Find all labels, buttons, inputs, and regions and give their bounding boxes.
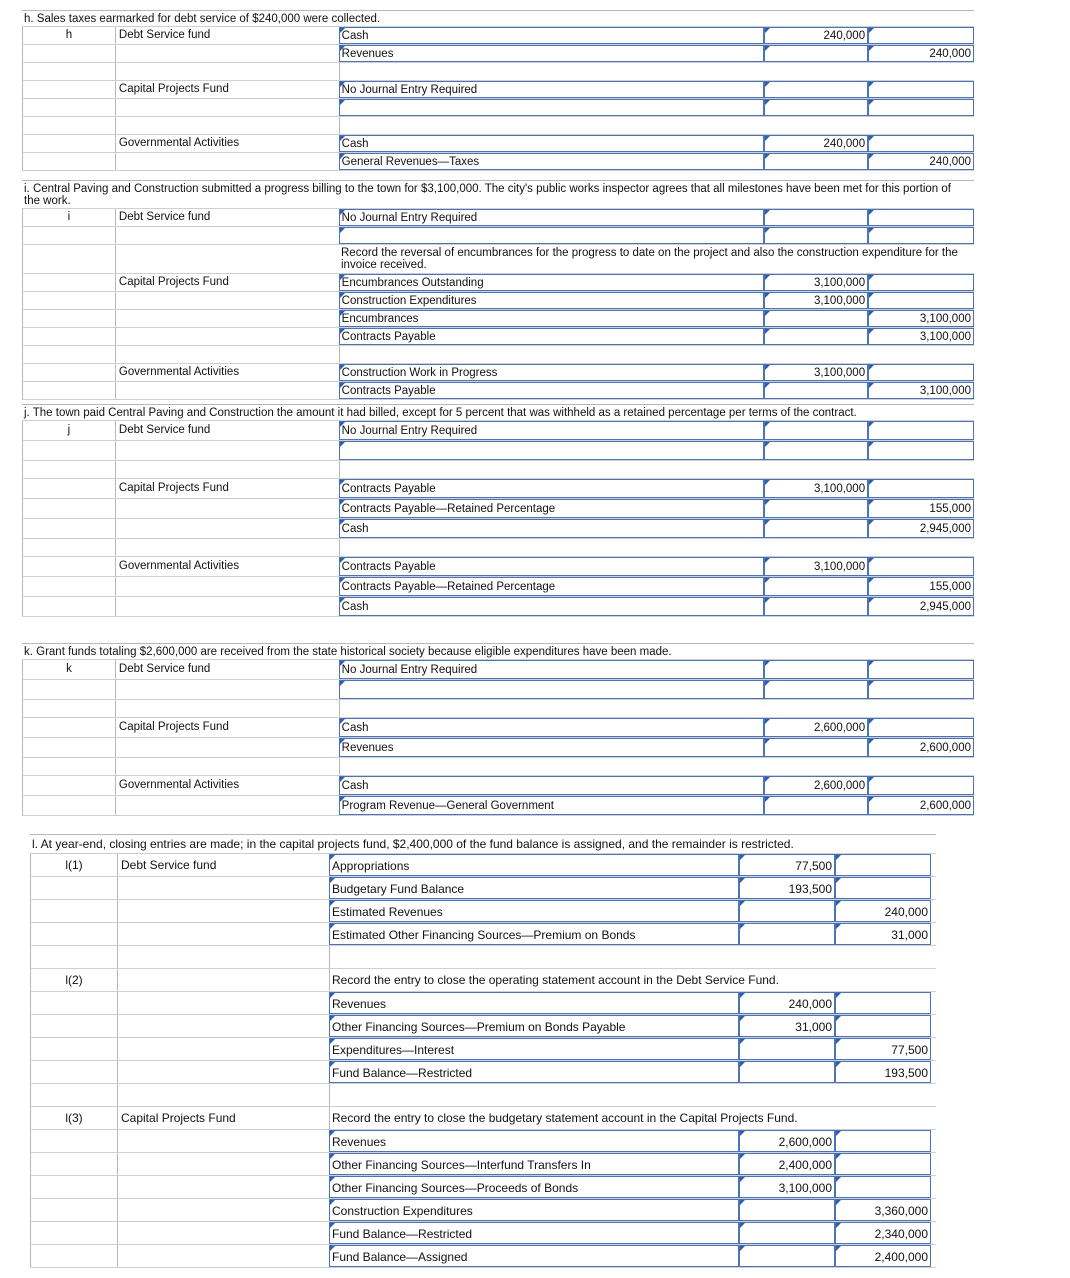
debit-input[interactable]: 3,100,000 (764, 274, 868, 291)
credit-input[interactable]: 155,000 (868, 577, 974, 596)
i-capital-projects (22, 274, 974, 346)
journal-row (22, 718, 974, 738)
credit-input[interactable]: 3,360,000 (835, 1199, 931, 1221)
journal-row (22, 776, 974, 796)
credit-input[interactable] (868, 209, 974, 226)
debit-input[interactable]: 240,000 (739, 992, 835, 1014)
account-dropdown[interactable]: Contracts Payable (339, 328, 765, 345)
entry-label (30, 1176, 117, 1198)
journal-row (22, 441, 974, 461)
debit-input[interactable] (764, 499, 868, 518)
credit-input[interactable] (868, 292, 974, 309)
debit-input[interactable] (764, 81, 868, 98)
credit-input[interactable]: 3,100,000 (868, 328, 974, 345)
account-dropdown[interactable]: Estimated Revenues (329, 900, 739, 922)
entry-label (22, 382, 115, 399)
fund-name (117, 1199, 329, 1221)
account-dropdown[interactable]: Contracts Payable (339, 479, 765, 498)
debit-input[interactable]: 2,400,000 (739, 1153, 835, 1175)
credit-input[interactable]: 2,400,000 (835, 1245, 931, 1267)
account-dropdown[interactable] (339, 441, 765, 460)
debit-input[interactable]: 3,100,000 (764, 479, 868, 498)
account-dropdown[interactable]: Fund Balance—Restricted (329, 1222, 739, 1244)
debit-input[interactable] (739, 1245, 835, 1267)
entry-label (30, 992, 117, 1014)
account-dropdown[interactable]: Program Revenue—General Government (339, 796, 765, 815)
credit-input[interactable] (868, 680, 974, 699)
fund-name: Capital Projects Fund (115, 479, 339, 498)
credit-input[interactable] (868, 274, 974, 291)
fund-name (115, 310, 339, 327)
entry-label (22, 99, 115, 116)
credit-input[interactable] (868, 27, 974, 44)
section-h-title: h. Sales taxes earmarked for debt service of $240,000 were collected. (22, 11, 974, 27)
i-note: Record the reversal of encumbrances for the progress to date on the project and also the construction expenditure for the invoice received. (341, 247, 958, 271)
debit-input[interactable] (764, 209, 868, 226)
section-i (22, 180, 974, 400)
debit-input[interactable] (739, 900, 835, 922)
l3-label: l(3) (30, 1107, 117, 1129)
debit-input[interactable]: 240,000 (764, 135, 868, 152)
journal-row (22, 209, 974, 227)
debit-input[interactable] (764, 328, 868, 345)
journal-row (30, 992, 936, 1015)
debit-input[interactable] (739, 923, 835, 945)
credit-input[interactable] (868, 479, 974, 498)
credit-input[interactable] (835, 877, 931, 899)
account-dropdown[interactable]: No Journal Entry Required (339, 81, 765, 98)
entry-label: h (22, 27, 115, 44)
debit-input[interactable] (764, 441, 868, 460)
debit-input[interactable] (764, 382, 868, 399)
account-dropdown[interactable] (339, 99, 765, 116)
journal-row (22, 27, 974, 45)
fund-name: Debt Service fund (115, 660, 339, 679)
k-debt-service (22, 660, 974, 700)
account-dropdown[interactable]: Cash (339, 519, 765, 538)
fund-name (117, 900, 329, 922)
debit-input[interactable]: 2,600,000 (739, 1130, 835, 1152)
l2-label: l(2) (30, 969, 117, 991)
entry-label (30, 1130, 117, 1152)
journal-row (30, 1199, 936, 1222)
debit-input[interactable]: 3,100,000 (764, 292, 868, 309)
fund-name (117, 1130, 329, 1152)
journal-row (22, 227, 974, 245)
debit-input[interactable]: 77,500 (739, 854, 835, 876)
entry-label (22, 364, 115, 381)
fund-name (115, 796, 339, 815)
account-dropdown[interactable]: Other Financing Sources—Interfund Transfers In (329, 1153, 739, 1175)
i-debt-service (22, 209, 974, 245)
credit-input[interactable] (835, 1153, 931, 1175)
journal-row (30, 1245, 936, 1268)
credit-input[interactable]: 240,000 (868, 45, 974, 62)
journal-row (22, 557, 974, 577)
entry-label (30, 1153, 117, 1175)
journal-row (30, 1061, 936, 1084)
entry-label (22, 45, 115, 62)
account-dropdown[interactable]: No Journal Entry Required (339, 421, 765, 440)
debit-input[interactable]: 31,000 (739, 1015, 835, 1037)
fund-name (115, 577, 339, 596)
fund-name (117, 1038, 329, 1060)
account-dropdown[interactable]: Cash (339, 776, 765, 795)
fund-name (115, 99, 339, 116)
l3-capital-projects (30, 1130, 936, 1268)
journal-row (22, 81, 974, 99)
account-dropdown[interactable]: Estimated Other Financing Sources—Premium on Bonds (329, 923, 739, 945)
account-dropdown[interactable]: Budgetary Fund Balance (329, 877, 739, 899)
debit-input[interactable] (764, 421, 868, 440)
entry-label (30, 1245, 117, 1267)
fund-name: Debt Service fund (115, 421, 339, 440)
journal-row (22, 680, 974, 700)
k-capital-projects (22, 718, 974, 758)
credit-input[interactable] (868, 99, 974, 116)
section-l-title: l. At year-end, closing entries are made; in the capital projects fund, $2,400,000 of the fund balance is assigned, and the remainder is restricted. (30, 835, 936, 854)
h-capital-projects (22, 81, 974, 117)
credit-input[interactable] (835, 992, 931, 1014)
journal-row (30, 1176, 936, 1199)
journal-row (22, 519, 974, 539)
account-dropdown[interactable]: Encumbrances Outstanding (339, 274, 765, 291)
journal-row (22, 597, 974, 617)
credit-input[interactable]: 2,340,000 (835, 1222, 931, 1244)
debit-input[interactable] (739, 1038, 835, 1060)
entry-label (22, 227, 115, 244)
account-dropdown[interactable]: Cash (339, 718, 765, 737)
credit-input[interactable] (868, 227, 974, 244)
debit-input[interactable] (739, 1199, 835, 1221)
journal-row (30, 1130, 936, 1153)
entry-label (30, 1199, 117, 1221)
fund-name (117, 923, 329, 945)
fund-name (117, 1222, 329, 1244)
journal-row (22, 577, 974, 597)
journal-row (22, 153, 974, 171)
l2-debt-service (30, 992, 936, 1084)
journal-row (30, 923, 936, 946)
debit-input[interactable] (764, 738, 868, 757)
entry-label (30, 923, 117, 945)
account-dropdown[interactable]: Fund Balance—Assigned (329, 1245, 739, 1267)
journal-row (22, 274, 974, 292)
credit-input[interactable]: 240,000 (835, 900, 931, 922)
fund-name (117, 992, 329, 1014)
entry-label (22, 292, 115, 309)
credit-input[interactable]: 31,000 (835, 923, 931, 945)
l2-note: Record the entry to close the operating statement account in the Debt Service Fund. (329, 969, 936, 991)
section-l (30, 834, 936, 1268)
account-dropdown[interactable]: Construction Work in Progress (339, 364, 765, 381)
debit-input[interactable] (764, 310, 868, 327)
fund-name (117, 1061, 329, 1083)
credit-input[interactable] (835, 854, 931, 876)
fund-name (115, 499, 339, 518)
debit-input[interactable] (764, 99, 868, 116)
fund-name: Capital Projects Fund (115, 274, 339, 291)
j-governmental (22, 557, 974, 617)
credit-input[interactable]: 77,500 (835, 1038, 931, 1060)
entry-label (22, 557, 115, 576)
entry-label (30, 1222, 117, 1244)
entry-label (22, 479, 115, 498)
account-dropdown[interactable]: Appropriations (329, 854, 739, 876)
entry-label (22, 718, 115, 737)
credit-input[interactable]: 155,000 (868, 499, 974, 518)
entry-label (22, 499, 115, 518)
journal-row (22, 382, 974, 400)
journal-row (22, 99, 974, 117)
debit-input[interactable]: 3,100,000 (764, 364, 868, 381)
entry-label (22, 577, 115, 596)
fund-name: Debt Service fund (115, 209, 339, 226)
debit-input[interactable]: 3,100,000 (739, 1176, 835, 1198)
entry-label (22, 135, 115, 152)
credit-input[interactable]: 3,100,000 (868, 310, 974, 327)
fund-name (115, 680, 339, 699)
account-dropdown[interactable]: Cash (339, 135, 765, 152)
section-i-title: i. Central Paving and Construction submitted a progress billing to the town for $3,100,000. The city's public works inspector agrees that all milestones have been met for this portion of the work. (22, 181, 974, 209)
fund-name (115, 227, 339, 244)
journal-row (22, 292, 974, 310)
journal-row (22, 421, 974, 441)
fund-name (115, 328, 339, 345)
account-dropdown[interactable]: Construction Expenditures (339, 292, 765, 309)
entry-label (30, 900, 117, 922)
fund-name: Governmental Activities (115, 135, 339, 152)
account-dropdown[interactable]: Contracts Payable (339, 557, 765, 576)
credit-input[interactable] (868, 776, 974, 795)
journal-row (22, 364, 974, 382)
fund-name (115, 292, 339, 309)
account-dropdown[interactable]: No Journal Entry Required (339, 209, 765, 226)
credit-input[interactable] (835, 1176, 931, 1198)
entry-label: k (22, 660, 115, 679)
credit-input[interactable] (835, 1130, 931, 1152)
entry-label (22, 81, 115, 98)
credit-input[interactable] (868, 660, 974, 679)
credit-input[interactable] (868, 421, 974, 440)
account-dropdown[interactable]: Revenues (329, 1130, 739, 1152)
credit-input[interactable]: 2,600,000 (868, 738, 974, 757)
entry-label (22, 310, 115, 327)
section-j-title: j. The town paid Central Paving and Construction the amount it had billed, except for 5 percent that was withheld as a retained percentage per terms of the contract. (22, 405, 974, 421)
credit-input[interactable]: 3,100,000 (868, 382, 974, 399)
h-governmental (22, 135, 974, 171)
fund-name (117, 1015, 329, 1037)
account-dropdown[interactable]: Contracts Payable—Retained Percentage (339, 499, 765, 518)
debit-input[interactable]: 2,600,000 (764, 776, 868, 795)
credit-input[interactable] (868, 135, 974, 152)
account-dropdown[interactable]: Revenues (329, 992, 739, 1014)
journal-row (22, 499, 974, 519)
credit-input[interactable] (868, 441, 974, 460)
l3-fund: Capital Projects Fund (117, 1107, 329, 1129)
j-debt-service (22, 421, 974, 461)
fund-name: Governmental Activities (115, 776, 339, 795)
entry-label (30, 1038, 117, 1060)
debit-input[interactable] (764, 153, 868, 170)
entry-label (22, 738, 115, 757)
journal-row (22, 738, 974, 758)
fund-name: Governmental Activities (115, 364, 339, 381)
journal-row (30, 854, 936, 877)
journal-row (22, 135, 974, 153)
debit-input[interactable]: 240,000 (764, 27, 868, 44)
journal-row (30, 1153, 936, 1176)
debit-input[interactable] (764, 227, 868, 244)
fund-name (115, 382, 339, 399)
account-dropdown[interactable] (339, 227, 765, 244)
journal-row (22, 660, 974, 680)
fund-name (115, 441, 339, 460)
credit-input[interactable]: 240,000 (868, 153, 974, 170)
debit-input[interactable] (764, 597, 868, 616)
account-dropdown[interactable]: Contracts Payable—Retained Percentage (339, 577, 765, 596)
account-dropdown[interactable]: Revenues (339, 738, 765, 757)
fund-name: Debt Service fund (117, 854, 329, 876)
entry-label (22, 796, 115, 815)
entry-label (22, 274, 115, 291)
section-j (22, 404, 974, 617)
entry-label: i (22, 209, 115, 226)
entry-label (22, 519, 115, 538)
account-dropdown[interactable] (339, 680, 765, 699)
fund-name (115, 738, 339, 757)
credit-input[interactable] (835, 1015, 931, 1037)
h-debt-service (22, 27, 974, 63)
fund-name: Capital Projects Fund (115, 81, 339, 98)
account-dropdown[interactable]: Construction Expenditures (329, 1199, 739, 1221)
j-capital-projects (22, 479, 974, 539)
debit-input[interactable] (739, 1222, 835, 1244)
fund-name (115, 45, 339, 62)
entry-label: j (22, 421, 115, 440)
fund-name (117, 1245, 329, 1267)
account-dropdown[interactable]: Encumbrances (339, 310, 765, 327)
debit-input[interactable] (764, 519, 868, 538)
journal-row (22, 328, 974, 346)
k-governmental (22, 776, 974, 816)
journal-row (30, 1038, 936, 1061)
entry-label (22, 328, 115, 345)
debit-input[interactable]: 3,100,000 (764, 557, 868, 576)
l1-debt-service (30, 854, 936, 946)
account-dropdown[interactable]: Revenues (339, 45, 765, 62)
entry-label (22, 680, 115, 699)
debit-input[interactable] (764, 796, 868, 815)
debit-input[interactable]: 2,600,000 (764, 718, 868, 737)
debit-input[interactable] (739, 1061, 835, 1083)
credit-input[interactable]: 2,945,000 (868, 519, 974, 538)
credit-input[interactable]: 193,500 (835, 1061, 931, 1083)
account-dropdown[interactable]: Other Financing Sources—Premium on Bonds Payable (329, 1015, 739, 1037)
credit-input[interactable]: 2,945,000 (868, 597, 974, 616)
entry-label (22, 153, 115, 170)
section-k (22, 643, 974, 816)
account-dropdown[interactable]: Other Financing Sources—Proceeds of Bonds (329, 1176, 739, 1198)
debit-input[interactable] (764, 660, 868, 679)
entry-label: l(1) (30, 854, 117, 876)
fund-name: Debt Service fund (115, 27, 339, 44)
debit-input[interactable] (764, 45, 868, 62)
journal-row (30, 877, 936, 900)
credit-input[interactable]: 2,600,000 (868, 796, 974, 815)
credit-input[interactable] (868, 718, 974, 737)
i-governmental (22, 364, 974, 400)
fund-name (117, 1176, 329, 1198)
journal-row (30, 1015, 936, 1038)
fund-name (115, 153, 339, 170)
fund-name (115, 597, 339, 616)
fund-name (115, 519, 339, 538)
account-dropdown[interactable]: General Revenues—Taxes (339, 153, 765, 170)
account-dropdown[interactable]: Cash (339, 597, 765, 616)
section-h (22, 10, 974, 171)
entry-label (30, 877, 117, 899)
credit-input[interactable] (868, 364, 974, 381)
credit-input[interactable] (868, 557, 974, 576)
debit-input[interactable]: 193,500 (739, 877, 835, 899)
l3-note: Record the entry to close the budgetary statement account in the Capital Projects Fund. (329, 1107, 936, 1129)
account-dropdown[interactable]: Contracts Payable (339, 382, 765, 399)
journal-row (30, 1222, 936, 1245)
credit-input[interactable] (868, 81, 974, 98)
fund-name: Capital Projects Fund (115, 718, 339, 737)
fund-name (117, 1153, 329, 1175)
account-dropdown[interactable]: No Journal Entry Required (339, 660, 765, 679)
entry-label (22, 441, 115, 460)
entry-label (22, 776, 115, 795)
journal-row (22, 45, 974, 63)
entry-label (22, 597, 115, 616)
debit-input[interactable] (764, 680, 868, 699)
debit-input[interactable] (764, 577, 868, 596)
account-dropdown[interactable]: Expenditures—Interest (329, 1038, 739, 1060)
entry-label (30, 1061, 117, 1083)
account-dropdown[interactable]: Fund Balance—Restricted (329, 1061, 739, 1083)
journal-row (22, 479, 974, 499)
journal-row (22, 310, 974, 328)
journal-row (30, 900, 936, 923)
fund-name: Governmental Activities (115, 557, 339, 576)
fund-name (117, 877, 329, 899)
section-k-title: k. Grant funds totaling $2,600,000 are received from the state historical society because eligible expenditures have been made. (22, 644, 974, 660)
entry-label (30, 1015, 117, 1037)
journal-row (22, 796, 974, 816)
account-dropdown[interactable]: Cash (339, 27, 765, 44)
